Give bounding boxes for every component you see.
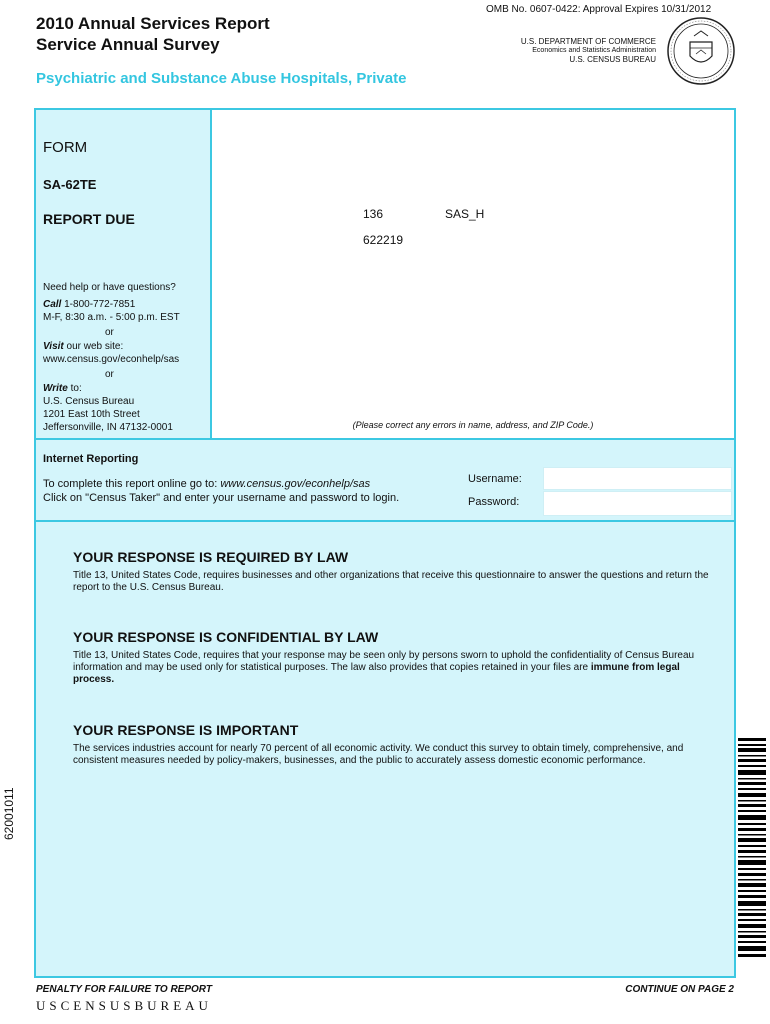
required-by-law-heading: YOUR RESPONSE IS REQUIRED BY LAW xyxy=(73,549,349,565)
internet-reporting-title: Internet Reporting xyxy=(43,453,139,465)
omb-approval: OMB No. 0607-0422: Approval Expires 10/31/2012 xyxy=(486,4,712,15)
password-label: Password: xyxy=(468,496,520,508)
help-call xyxy=(43,298,135,311)
mail-address-line3: Jeffersonville, IN 47132-0001 xyxy=(43,422,173,433)
barcode-icon xyxy=(738,738,766,958)
help-or: or xyxy=(105,327,114,338)
form-label: FORM xyxy=(43,139,88,156)
report-title: 2010 Annual Services Report xyxy=(36,14,270,33)
password-field[interactable] xyxy=(543,491,732,516)
continue-notice: CONTINUE ON PAGE 2 xyxy=(625,984,734,995)
username-field[interactable] xyxy=(543,467,732,490)
industry-subtitle: Psychiatric and Substance Abuse Hospitals, Private xyxy=(36,70,407,87)
internet-instructions-line1 xyxy=(43,478,370,490)
help-url-link[interactable]: www.census.gov/econhelp/sas xyxy=(43,354,180,365)
visit-label: Visit xyxy=(43,341,64,352)
confidential-heading: YOUR RESPONSE IS CONFIDENTIAL BY LAW xyxy=(73,629,379,645)
confidential-body: Title 13, United States Code, requires that your response may be seen only by persons sworn to uphold the confidentiality of Census Bureau information and may be used only for statistical purposes. The law also provides that copies retained in your files are xyxy=(73,650,695,673)
call-number[interactable]: 1-800-772-7851 xyxy=(64,299,136,310)
confidential-text xyxy=(73,650,713,686)
naics-code: 622219 xyxy=(363,233,404,247)
mail-address-line1: U.S. Census Bureau xyxy=(43,396,135,407)
internet-prefix: To complete this report online go to: xyxy=(43,478,221,490)
form-number: SA-62TE xyxy=(43,177,97,192)
confidential-bold: immune from legal process. xyxy=(73,662,680,685)
survey-title: Service Annual Survey xyxy=(36,35,220,54)
internet-instructions-line2: Click on "Census Taker" and enter your username and password to login. xyxy=(43,492,400,504)
address-code: 136 xyxy=(363,207,384,221)
important-heading: YOUR RESPONSE IS IMPORTANT xyxy=(73,722,299,738)
report-due-label: REPORT DUE xyxy=(43,211,135,227)
internet-url-link[interactable]: www.census.gov/econhelp/sas xyxy=(220,478,371,490)
correction-note: (Please correct any errors in name, address, and ZIP Code.) xyxy=(352,420,594,430)
write-label: Write xyxy=(43,383,68,394)
survey-code: SAS_H xyxy=(445,207,485,221)
administration-name: Economics and Statistics Administration xyxy=(532,47,656,54)
required-by-law-text: Title 13, United States Code, requires businesses and other organizations that receive this questionnaire to answer the questions and return the report to the U.S. Census Bureau. xyxy=(73,570,709,593)
write-text: to: xyxy=(70,383,82,394)
penalty-notice: PENALTY FOR FAILURE TO REPORT xyxy=(36,984,212,995)
census-bureau-logo: USCENSUSBUREAU xyxy=(36,998,212,1013)
help-or: or xyxy=(105,369,114,380)
form-id-vertical: 62001011 xyxy=(2,787,16,840)
mail-address-line2: 1201 East 10th Street xyxy=(43,409,140,420)
call-label: Call xyxy=(43,299,62,310)
help-write xyxy=(43,382,82,395)
help-question: Need help or have questions? xyxy=(43,282,176,293)
department-name: U.S. DEPARTMENT OF COMMERCE xyxy=(520,37,656,46)
username-label: Username: xyxy=(468,473,522,485)
important-text: The services industries account for nearly 70 percent of all economic activity. We conduct this survey to obtain timely, comprehensive, and consistent measures needed by policy-makers, businesses, and the public to accurately assess domestic economic performance. xyxy=(73,743,684,766)
department-of-commerce-seal-icon xyxy=(666,16,736,86)
help-visit xyxy=(43,340,123,353)
help-hours: M-F, 8:30 a.m. - 5:00 p.m. EST xyxy=(43,312,180,323)
bureau-name: U.S. CENSUS BUREAU xyxy=(569,55,656,64)
visit-text: our web site: xyxy=(66,341,124,352)
